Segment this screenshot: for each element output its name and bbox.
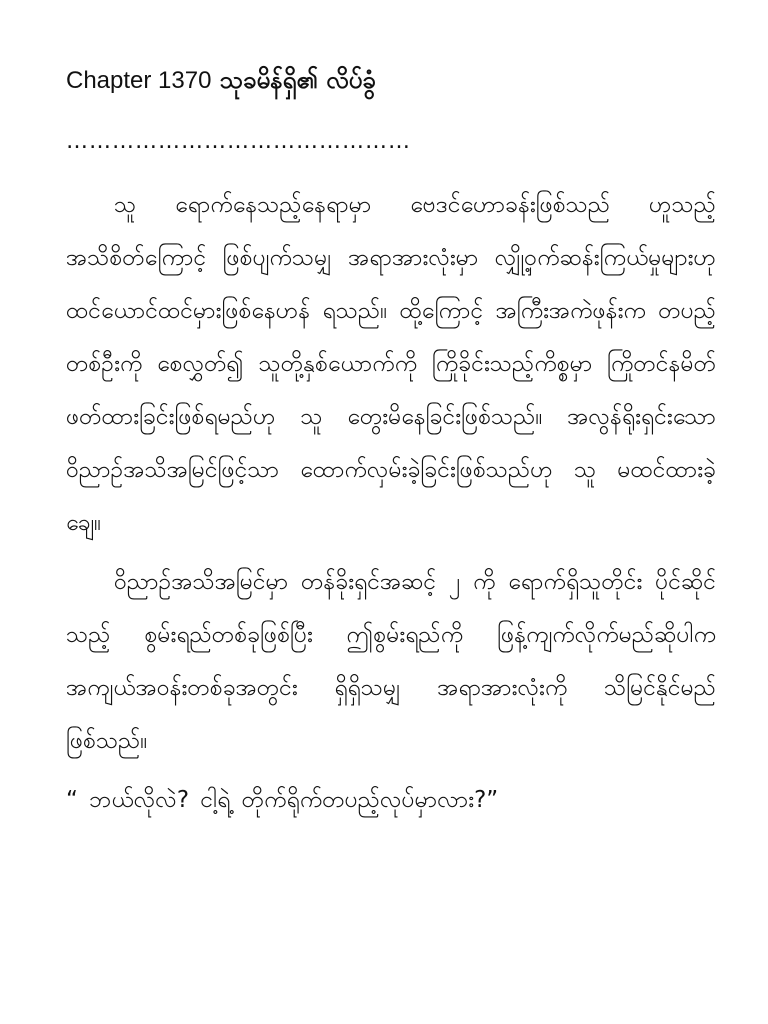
chapter-number: Chapter 1370 — [66, 67, 212, 94]
chapter-title: သုခမိန်ရှိ၏ လိပ်ခွံ — [219, 66, 376, 94]
chapter-body — [66, 179, 716, 827]
paragraph: ဝိညာဉ်အသိအမြင်မှာ တန်ခိုးရှင်အဆင့် ၂ ကို ရောက်ရှိသူတိုင်း ပိုင်ဆိုင်သည့် စွမ်းရည်တစ်ခုဖြစ်ပြီး ဤစွမ်းရည်ကို ဖြန့်ကျက်လိုက်မည်ဆိုပါက အကျယ်အဝန်းတစ်ခုအတွင်း ရှိရှိသမျှ အရာအားလုံးကို သိမြင်နိုင်မည်ဖြစ်သည်။ — [66, 569, 716, 754]
dialogue-line: “ ဘယ်လိုလဲ? ငါ့ရဲ့ တိုက်ရိုက်တပည့်လုပ်မှာလား?” — [66, 787, 499, 813]
chapter-heading — [66, 62, 716, 99]
paragraph: သူ ရောက်နေသည့်နေရာမှာ ဗေဒင်ဟောခန်းဖြစ်သည် ဟူသည့် အသိစိတ်ကြောင့် ဖြစ်ပျက်သမျှ အရာအားလုံးမှာ လျှို့ဝှက်ဆန်းကြယ်မှုများဟု ထင်ယောင်ထင်မှားဖြစ်နေဟန် ရသည်။ ထို့ကြောင့် အကြီးအကဲဖုန်းက တပည့်တစ်ဦးကို စေလွှတ်၍ သူတို့နှစ်ယောက်ကို ကြိုခိုင်းသည့်ကိစ္စမှာ ကြိုတင်နမိတ်ဖတ်ထားခြင်းဖြစ်ရမည်ဟု သူ တွေးမိနေခြင်းဖြစ်သည်။ အလွန်ရိုးရှင်းသော ဝိညာဉ်အသိအမြင်ဖြင့်သာ ထောက်လှမ်းခဲ့ခြင်းဖြစ်သည်ဟု သူ မထင်ထားခဲ့ချေ။ — [66, 192, 716, 536]
section-divider: ……………………………………… — [66, 129, 411, 154]
